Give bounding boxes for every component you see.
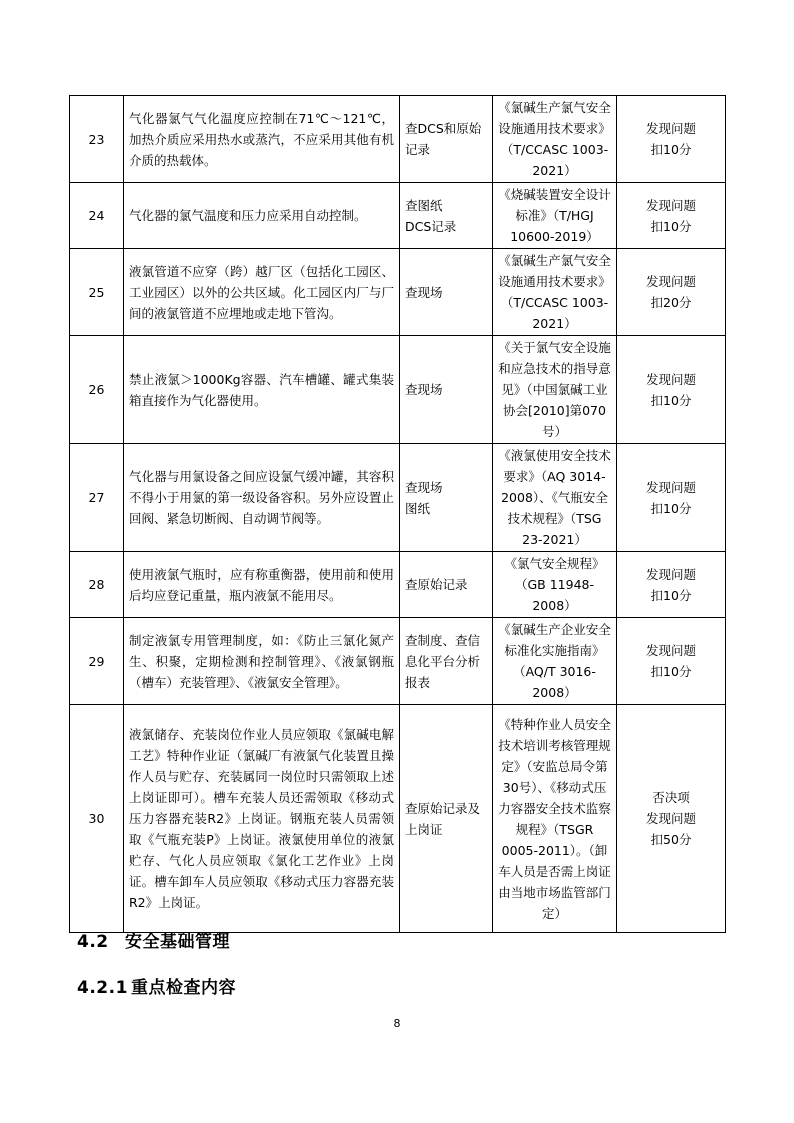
check-content: 气化器氯气气化温度应控制在71℃～121℃，加热介质应采用热水或蒸汽，不应采用其他有机介质的热载体。 — [124, 96, 400, 183]
check-content: 禁止液氯＞1000Kg容器、汽车槽罐、罐式集装箱直接作为气化器使用。 — [124, 336, 400, 444]
table-row — [70, 552, 726, 618]
page-number: 8 — [393, 1017, 401, 1030]
check-basis: 《烧碱装置安全设计标准》（T/HGJ 10600-2019） — [493, 183, 617, 249]
table-row — [70, 444, 726, 552]
check-method: 查现场 — [400, 336, 493, 444]
check-basis: 《液氯使用安全技术要求》（AQ 3014-2008）、《气瓶安全技术规程》（TSG 23-2021） — [493, 444, 617, 552]
row-number: 25 — [70, 249, 124, 336]
scoring-rule: 发现问题 扣20分 — [617, 249, 726, 336]
row-number: 24 — [70, 183, 124, 249]
table-row — [70, 705, 726, 933]
scoring-rule: 发现问题 扣10分 — [617, 444, 726, 552]
table-row — [70, 183, 726, 249]
row-number: 28 — [70, 552, 124, 618]
check-basis: 《氯碱生产氯气安全设施通用技术要求》（T/CCASC 1003-2021） — [493, 249, 617, 336]
check-method: 查图纸 DCS记录 — [400, 183, 493, 249]
check-content: 制定液氯专用管理制度，如：《防止三氯化氮产生、积聚，定期检测和控制管理》、《液氯钢瓶（槽车）充装管理》、《液氯安全管理》。 — [124, 618, 400, 705]
section-number: 4.2.1 — [77, 978, 128, 998]
check-method: 查DCS和原始记录 — [400, 96, 493, 183]
section-number: 4.2 — [77, 932, 109, 952]
scoring-rule: 发现问题 扣10分 — [617, 552, 726, 618]
section-heading — [77, 927, 230, 952]
check-basis: 《关于氯气安全设施和应急技术的指导意见》（中国氯碱工业协会[2010]第070号） — [493, 336, 617, 444]
check-content: 液氯储存、充装岗位作业人员应领取《氯碱电解工艺》特种作业证（氯碱厂有液氯气化装置且操作人员与贮存、充装属同一岗位时只需领取上述上岗证即可）。槽车充装人员还需领取《移动式压力容器充装R2》上岗证。钢瓶充装人员需领取《气瓶充装P》上岗证。液氯使用单位的液氯贮存、气化人员应领取《氯化工艺作业》上岗证。槽车卸车人员应领取《移动式压力容器充装R2》上岗证。 — [124, 705, 400, 933]
check-method: 查原始记录 — [400, 552, 493, 618]
scoring-rule: 否决项 发现问题 扣50分 — [617, 705, 726, 933]
check-content: 气化器的氯气温度和压力应采用自动控制。 — [124, 183, 400, 249]
scoring-rule: 发现问题 扣10分 — [617, 183, 726, 249]
scoring-rule: 发现问题 扣10分 — [617, 336, 726, 444]
scoring-rule: 发现问题 扣10分 — [617, 96, 726, 183]
table-row — [70, 249, 726, 336]
check-basis: 《氯碱生产企业安全标准化实施指南》（AQ/T 3016-2008） — [493, 618, 617, 705]
section-title: 重点检查内容 — [131, 978, 236, 998]
inspection-table — [69, 95, 726, 933]
table-row — [70, 618, 726, 705]
table-row — [70, 96, 726, 183]
row-number: 29 — [70, 618, 124, 705]
check-method: 查现场 图纸 — [400, 444, 493, 552]
row-number: 30 — [70, 705, 124, 933]
check-method: 查制度、查信息化平台分析报表 — [400, 618, 493, 705]
row-number: 26 — [70, 336, 124, 444]
check-basis: 《氯气安全规程》（GB 11948-2008） — [493, 552, 617, 618]
table-row — [70, 336, 726, 444]
check-basis: 《氯碱生产氯气安全设施通用技术要求》（T/CCASC 1003-2021） — [493, 96, 617, 183]
check-basis: 《特种作业人员安全技术培训考核管理规定》（安监总局令第30号）、《移动式压力容器安全技术监察规程》（TSGR 0005-2011）。（卸车人员是否需上岗证由当地市场监管部门定） — [493, 705, 617, 933]
check-method: 查现场 — [400, 249, 493, 336]
row-number: 23 — [70, 96, 124, 183]
check-content: 气化器与用氯设备之间应设氯气缓冲罐，其容积不得小于用氯的第一级设备容积。另外应设置止回阀、紧急切断阀、自动调节阀等。 — [124, 444, 400, 552]
check-content: 使用液氯气瓶时，应有称重衡器，使用前和使用后均应登记重量，瓶内液氯不能用尽。 — [124, 552, 400, 618]
subsection-heading — [77, 973, 236, 998]
check-method: 查原始记录及上岗证 — [400, 705, 493, 933]
row-number: 27 — [70, 444, 124, 552]
check-content: 液氯管道不应穿（跨）越厂区（包括化工园区、工业园区）以外的公共区域。化工园区内厂与厂间的液氯管道不应埋地或走地下管沟。 — [124, 249, 400, 336]
section-title: 安全基础管理 — [125, 932, 230, 952]
scoring-rule: 发现问题 扣10分 — [617, 618, 726, 705]
